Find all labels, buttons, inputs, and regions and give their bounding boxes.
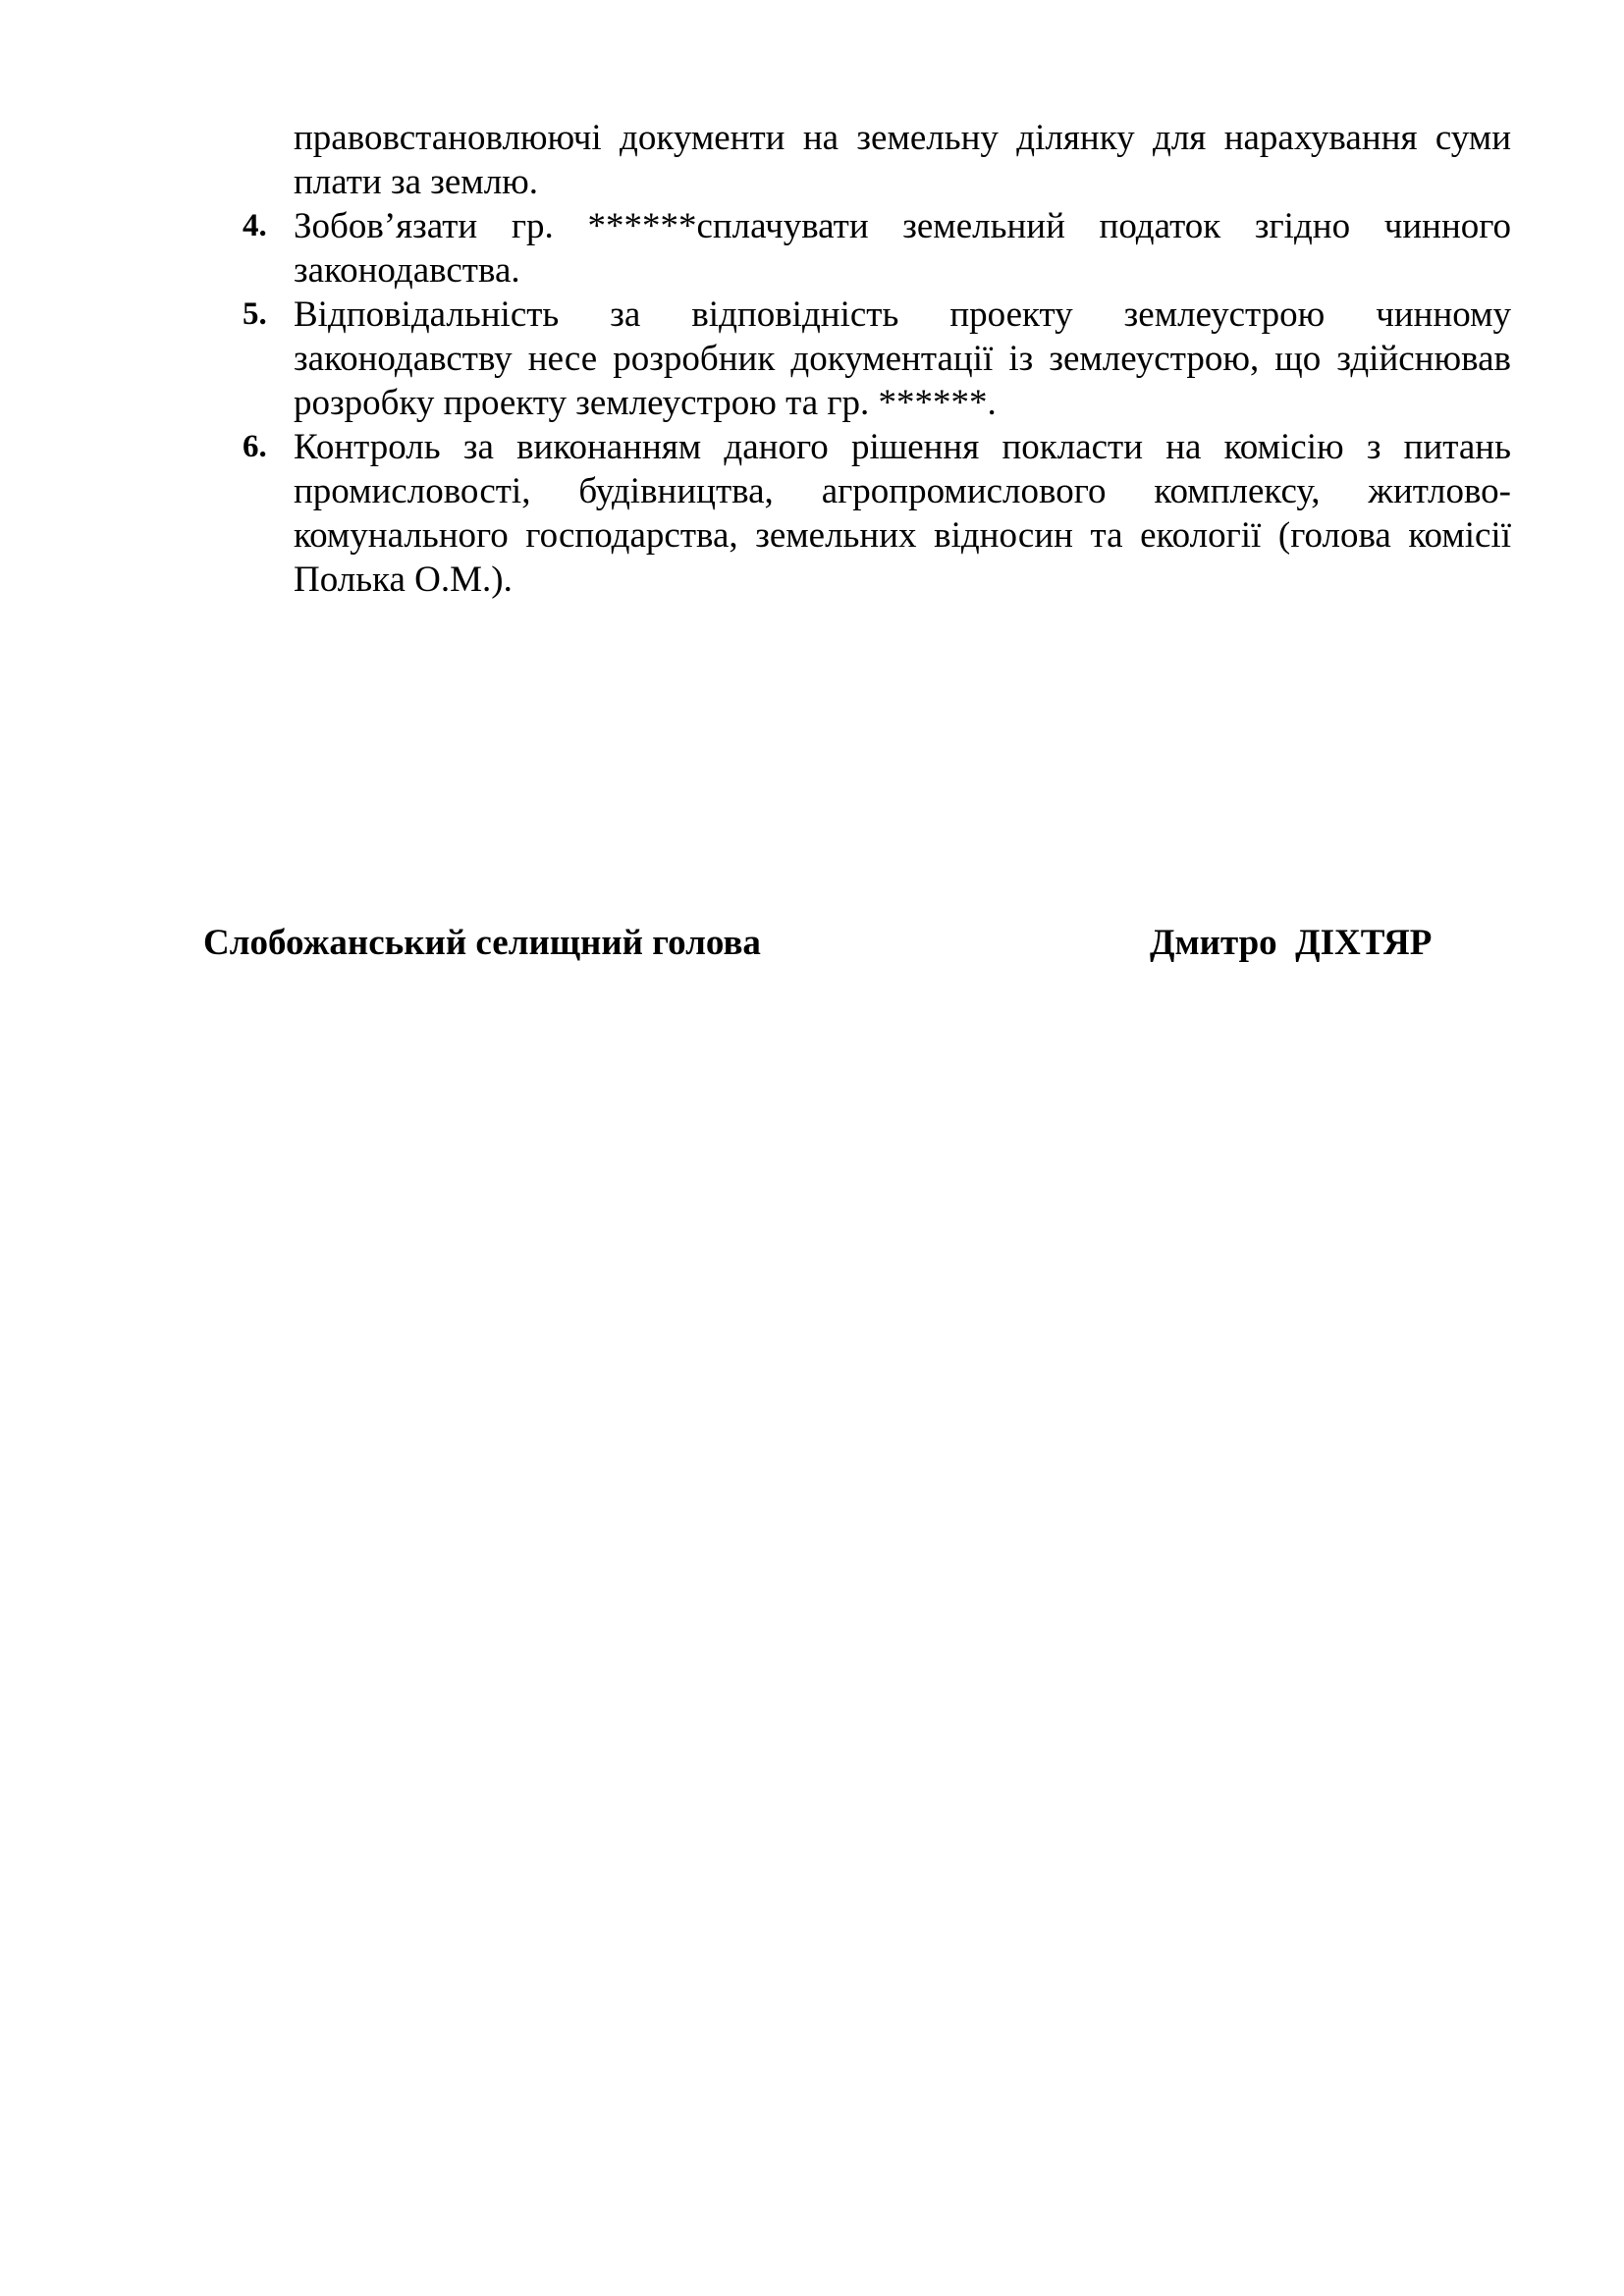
list-item-5 [243, 293, 1511, 425]
continuation-paragraph: правовстановлюючі документи на земельну ділянку для нарахування суми плати за землю. [294, 118, 1511, 202]
signatory-name: Дмитро ДІХТЯР [1150, 923, 1433, 963]
item-text: Відповідальність за відповідність проекту землеустрою чинному законодавству несе розробник документації із землеустрою, що здійснював розробку проекту землеустрою та гр. ******. [294, 294, 1511, 423]
item-text: Контроль за виконанням даного рішення покласти на комісію з питань промисловості, будівництва, агропромислового комплексу, житлово-комунального господарства, земельних відносин та екології (голова комісії Полька О.М.). [294, 427, 1511, 600]
signatory-title: Слобожанський селищний голова [203, 923, 761, 963]
item-text: Зобов’язати гр. ******сплачувати земельний податок згідно чинного законодавства. [294, 206, 1511, 291]
list-item-4 [243, 204, 1511, 293]
signature-block [0, 919, 1624, 968]
item-number: 4. [243, 208, 267, 243]
list-item-6 [243, 425, 1511, 602]
item-number: 6. [243, 429, 267, 464]
document-body [0, 116, 1624, 602]
item-number: 5. [243, 296, 267, 332]
